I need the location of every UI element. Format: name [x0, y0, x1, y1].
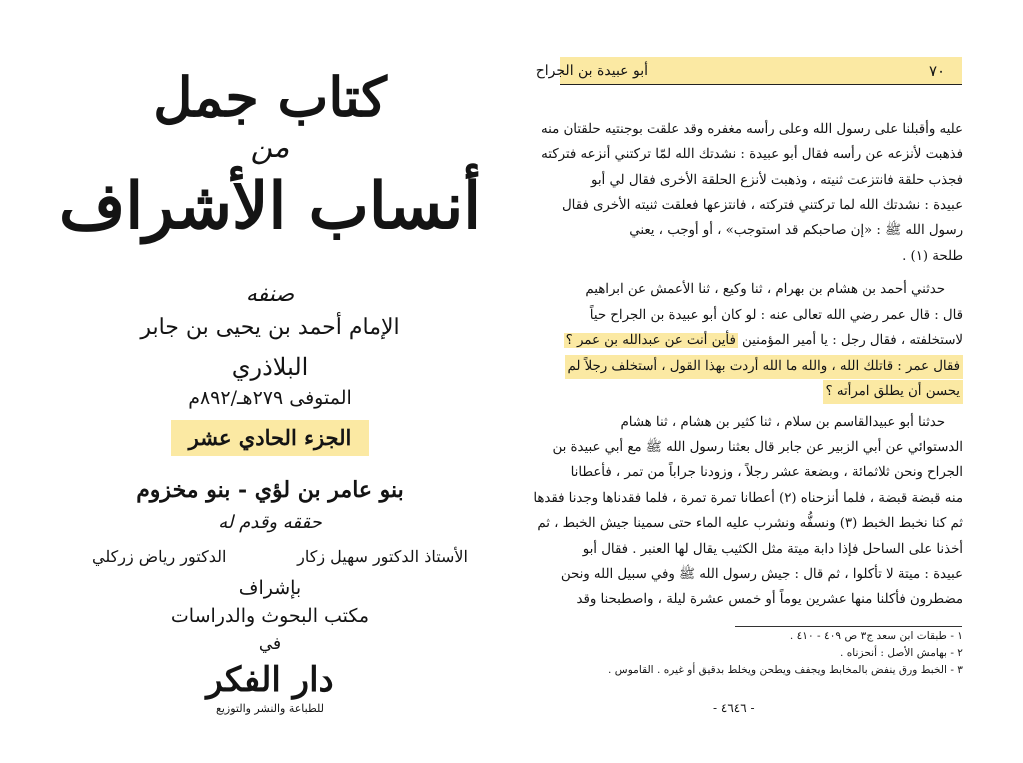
footnote-rule [735, 626, 962, 627]
authored-label: صنفه [245, 282, 295, 307]
main-title: أنساب الأشراف [58, 169, 482, 244]
header-rule [560, 84, 962, 85]
author-nisba: البلاذري [231, 353, 309, 381]
text-line: مضطرون فأكلنا منها عشرين يوماً أو خمس عشرة ليلة ، واصطبحنا وقد [576, 592, 963, 607]
text-line: أخذنا على الساحل فإذا دابة ميتة مثل الكثيب يقال لها العنبر . فقال أبو [582, 542, 963, 557]
edited-label: حققه وقدم له [218, 512, 322, 533]
folio-number: - ٤٦٤٦ - [713, 701, 755, 715]
death-date: المتوفى ٢٧٩هـ/٨٩٢م [188, 387, 352, 409]
text-line: فذهبت لأنزعه عن رأسه فقال أبو عبيدة : نشدتك الله لمّا تركتني أنزعه فتركته [541, 147, 963, 162]
publisher-logo: دار الفكر [206, 660, 334, 700]
tribes: بنو عامر بن لؤي - بنو مخزوم [136, 477, 404, 503]
editor-right: الأستاذ الدكتور سهيل زكار [297, 547, 468, 566]
text-line: حدثني أحمد بن هشام بن بهرام ، ثنا وكيع ، ثنا الأعمش عن ابراهيم [585, 282, 945, 297]
text-line: منه قبضة قبضة ، فلما أنزحناه (٢) أعطانا تمرة تمرة ، فلما فقدناها وجدنا فقدها [533, 491, 963, 506]
text-line: الجراح ونحن ثلاثمائة ، وبضعة عشر رجلاً ، وزودنا جراباً من تمر ، فأعطانا [570, 465, 963, 480]
publisher-tagline: للطباعة والنشر والتوزيع [215, 702, 324, 715]
text-line: عليه وأقبلنا على رسول الله وعلى رأسه مغفره وقد علقت بوجنتيه حلقتان منه [540, 122, 963, 137]
text-line [0, 329, 1023, 353]
page-number: ٧٠ [929, 62, 946, 80]
text-line: عبيدة : نشدتك الله لما تركتني فتركته ، فانتزعها فعلقت ثنيته الأخرى فقال [562, 198, 963, 213]
highlighted-line: يحسن أن يطلق امرأته ؟ [0, 380, 1023, 404]
supervision-label: بإشراف [238, 577, 302, 599]
editor-left: الدكتور رياض زركلي [92, 547, 227, 566]
text-line: قال : قال عمر رضي الله تعالى عنه : لو كان أبو عبيدة بن الجراح حياً [589, 308, 963, 323]
in-word: في [258, 634, 282, 654]
line-text: لاستخلفته ، فقال رجل : يا أمير المؤمنين [742, 333, 963, 348]
text-line: حدثنا أبو عبيدالقاسم بن سلام ، ثنا كثير بن هشام ، ثنا هشام [620, 415, 945, 430]
highlighted-question: فأين أنت عن عبدالله بن عمر ؟ [565, 333, 736, 348]
volume-label: الجزء الحادي عشر [171, 420, 370, 456]
highlighted-line: فقال عمر : قاتلك الله ، والله ما الله أردت بهذا القول ، أستخلف رجلاً لم [0, 355, 1023, 379]
text-line: ثم كنا نخبط الخبط (٣) ونسفُّه ونشرب عليه الماء حتى سمينا جيش الخبط ، ثم [537, 516, 963, 531]
text-line: الدستوائي عن أبي الزبير عن جابر قال بعثنا رسول الله ﷺ مع أبي عبيدة بن [552, 440, 963, 455]
book-word: كتاب جمل [153, 65, 387, 129]
text-line: عبيدة : ميتة لا تأكلوا ، ثم قال : جيش رسول الله ﷺ وفي سبيل الله ونحن [560, 567, 963, 582]
author-name: الإمام أحمد بن يحيى بن جابر [140, 315, 400, 340]
text-line: فجذب حلقة فانتزعت ثنيته ، وذهبت لأنزع الحلقة الأخرى فقال لي أبو [590, 173, 963, 188]
text-line: طلحة (١) . [902, 249, 963, 264]
research-office: مكتب البحوث والدراسات [170, 605, 370, 627]
from-word: من [250, 130, 290, 165]
running-head: أبو عبيدة بن الجراح [535, 63, 648, 79]
text-line: رسول الله ﷺ : «إن صاحبكم قد استوجب» ، أو أوجب ، يعني [629, 223, 963, 238]
